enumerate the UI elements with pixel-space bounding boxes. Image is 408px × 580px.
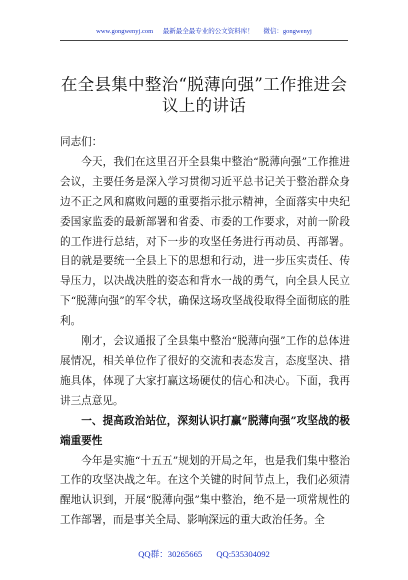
body-paragraph: 今年是实施“十五五”规划的开局之年，也是我们集中整治工作的攻坚决战之年。在这个关键的时间节点上，我们必须清醒地认识到，开展“脱薄向强”集中整治，绝不是一项常规性的工作部署，而是事关全局、影响深远的重大政治任务。全 xyxy=(60,454,350,527)
body-paragraph: 刚才，会议通报了全县集中整治“脱薄向强”工作的总体进展情况，相关单位作了很好的交流和表态发言，态度坚决、措施具体，体现了大家打赢这场硬仗的信心和决心。下面，我再讲三点意见。 xyxy=(60,335,350,407)
site-slogan: 最新最全最专业的公文资料库！ xyxy=(162,28,254,35)
site-header xyxy=(0,26,408,35)
body-paragraph: 今天，我们在这里召开全县集中整治“脱薄向强”工作推进会议，主要任务是深入学习贯彻习近平总书记关于整治群众身边不正之风和腐败问题的重要指示批示精神，全面落实中央纪委国家监委的最新部署和省委、市委的工作要求，对前一阶段的工作进行总结，对下一步的攻坚任务进行再动员、再部署。目的就是要统一全县上下的思想和行动，进一步压实责任、传导压力，以决战决胜的姿态和背水一战的勇气，向全县人民立下“脱薄向强”的军令状，确保这场攻坚战役取得全面彻底的胜利。 xyxy=(60,155,350,328)
document-body xyxy=(60,133,350,531)
page-footer xyxy=(0,548,408,560)
wechat-id: 微信：gongwenyj xyxy=(263,28,312,35)
document-title: 在全县集中整治“脱薄向强”工作推进会议上的讲话 xyxy=(60,75,348,115)
site-url-link[interactable]: www.gongwenyj.com xyxy=(96,28,154,35)
salutation: 同志们： xyxy=(60,136,103,148)
header-divider xyxy=(60,40,348,41)
qq-number: QQ:535304092 xyxy=(216,549,270,559)
qq-group-number: QQ群：30265665 xyxy=(138,549,203,559)
section-heading: 一、提高政治站位，深刻认识打赢“脱薄向强”攻坚战的极端重要性 xyxy=(60,414,350,447)
